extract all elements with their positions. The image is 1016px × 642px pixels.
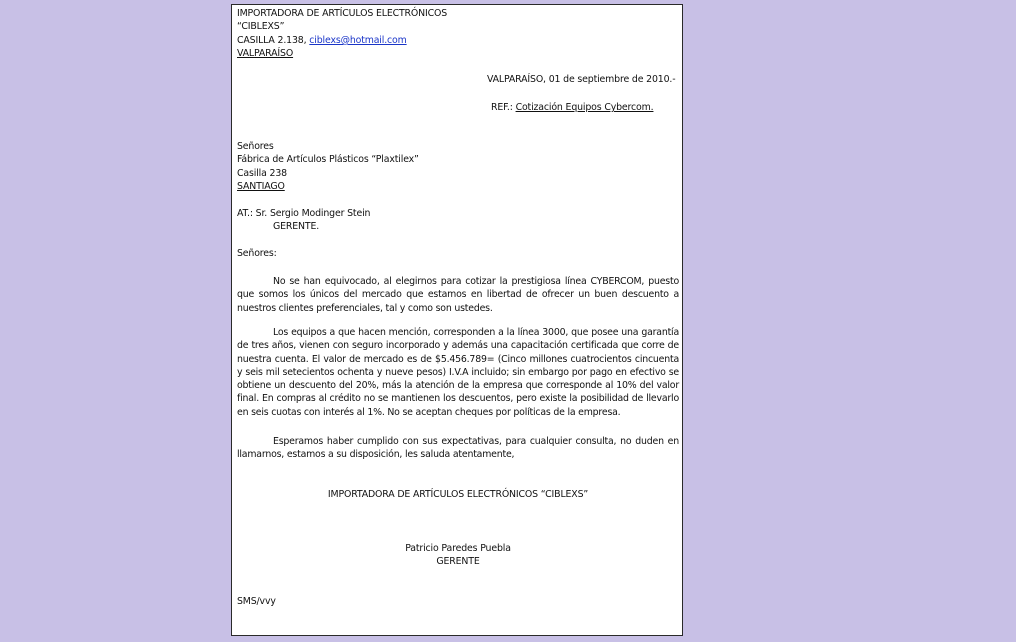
closing-company: IMPORTADORA DE ARTÍCULOS ELECTRÓNICOS “CIBLEXS” bbox=[327, 489, 589, 500]
reference-subject: Cotización Equipos Cybercom. bbox=[515, 102, 654, 113]
recipient-company: Fábrica de Artículos Plásticos “Plaxtilex” bbox=[237, 154, 419, 165]
date-line: VALPARAÍSO, 01 de septiembre de 2010.- bbox=[487, 74, 676, 85]
sender-company: IMPORTADORA DE ARTÍCULOS ELECTRÓNICOS bbox=[237, 8, 448, 19]
reference-line bbox=[491, 101, 653, 114]
attention-title: GERENTE. bbox=[273, 221, 320, 232]
attention-line: AT.: Sr. Sergio Modinger Stein bbox=[237, 208, 371, 219]
recipient-city: SANTIAGO bbox=[237, 181, 285, 192]
sender-address-line bbox=[237, 34, 407, 47]
sender-email-link[interactable]: ciblexs@hotmail.com bbox=[309, 35, 407, 46]
initials: SMS/vvy bbox=[237, 596, 276, 607]
body-paragraph-2: Los equipos a que hacen mención, corresponden a la línea 3000, que posee una garantía de tres años, vienen con seguro incorporado y además una capacitación certificada que corre de nuestra cuenta. El valor de mercado es de $5.456.789= (Cinco millones cuatrocientos cincuenta y seis mil setecientos ochenta y nueve pesos) I.V.A incluido; sin embargo por pago en efectivo se obtiene un descuento del 20%, más la atención de la empresa que corresponde al 10% del valor final. En compras al crédito no se mantienen los descuentos, pero existe la posibilidad de llevarlo en seis cuotas con interés al 1%. No se aceptan cheques por políticas de la empresa. bbox=[237, 327, 679, 418]
recipient-address: Casilla 238 bbox=[237, 168, 287, 179]
sender-city: VALPARAÍSO bbox=[237, 48, 294, 59]
reference-label: REF.: bbox=[491, 102, 513, 113]
sender-brand: “CIBLEXS” bbox=[237, 21, 285, 32]
letter-page bbox=[231, 4, 683, 636]
signer-title: GERENTE bbox=[436, 556, 480, 567]
greeting: Señores: bbox=[237, 248, 277, 259]
sender-address: CASILLA 2.138, bbox=[237, 35, 307, 46]
body-paragraph-3: Esperamos haber cumplido con sus expectativas, para cualquier consulta, no duden en llamarnos, estamos a su disposición, les saluda atentamente, bbox=[237, 436, 679, 461]
signer-name: Patricio Paredes Puebla bbox=[405, 543, 511, 554]
recipient-salutation: Señores bbox=[237, 141, 274, 152]
body-paragraph-1: No se han equivocado, al elegirnos para cotizar la prestigiosa línea CYBERCOM, puesto que somos los únicos del mercado que estamos en libertad de ofrecer un buen descuento a nuestros clientes preferenciales, tal y como son ustedes. bbox=[237, 276, 679, 314]
